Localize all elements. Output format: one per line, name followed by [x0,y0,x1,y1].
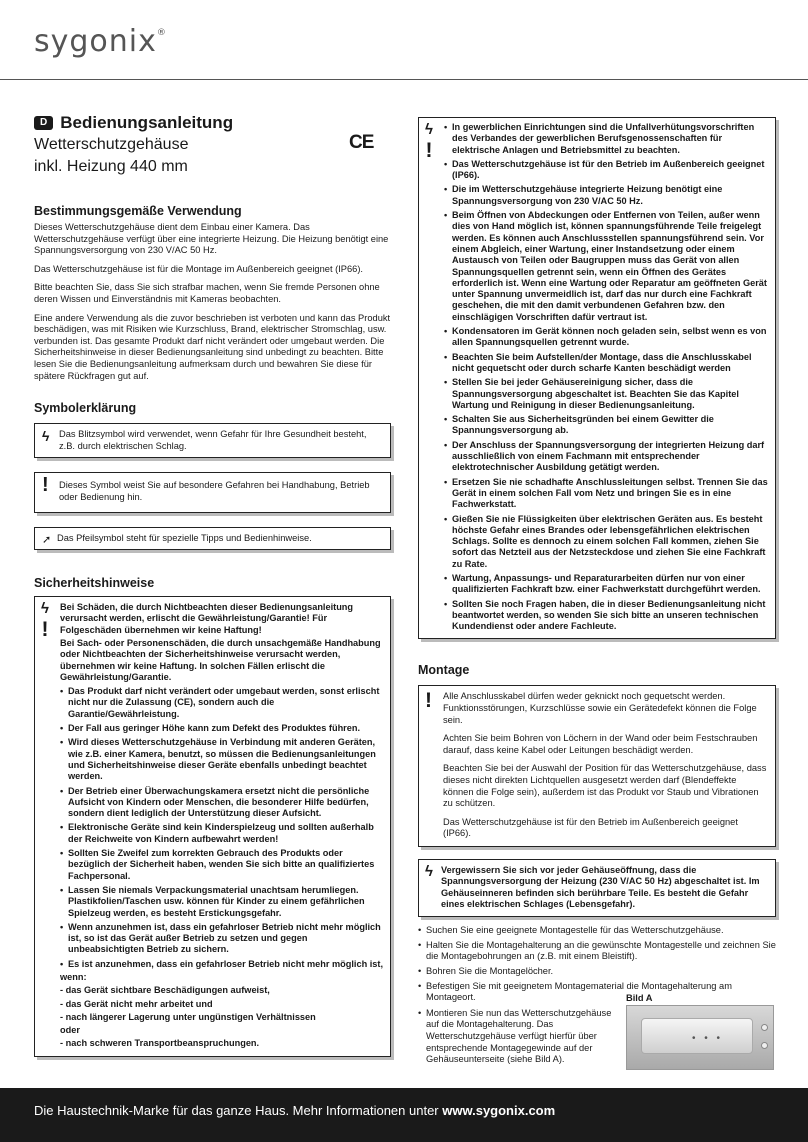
housing-figure-image: • • • [626,1005,774,1070]
safety-heading: Sicherheitshinweise [34,576,155,591]
list-item: • Wenn anzunehmen ist, dass ein gefahrloser Betrieb nicht mehr möglich ist, so ist das Gerät außer Betrieb zu setzen und gegen unbeabsichtigten Betrieb zu sichern. [60,922,383,956]
list-item: • Sollten Sie noch Fragen haben, die in dieser Bedienungsanleitung nicht beantwortet werden, so wenden Sie sich bitte an unseren technischen Kundendienst oder andere Fachleute. [444,599,768,633]
symbols-heading: Symbolerklärung [34,401,137,416]
list-item: • In gewerblichen Einrichtungen sind die Unfallverhütungsvorschriften des Verbandes der gewerblichen Berufsgenossenschaften für elektrische Anlagen und Betriebsmittel zu beachten. [444,122,768,156]
list-item: • Wird dieses Wetterschutzgehäuse in Verbindung mit anderen Geräten, wie z.B. einer Kamera, benutzt, so müssen die Bedienungsanleitungen und Sicherheitshinweise dieser Geräte ebenfalls unbedingt beachtet werden. [60,737,383,782]
lightning-bolt-icon: ϟ [425,863,433,880]
list-item: - nach längerer Lagerung unter ungünstigen Verhältnissen [60,1011,316,1022]
montage-warning-box [418,859,776,917]
lightning-bolt-icon: ϟ [41,600,49,618]
language-badge: D [34,116,53,130]
list-item: • Lassen Sie niemals Verpackungsmaterial unachtsam herumliegen. Plastikfolien/Taschen usw. können für Kinder zu einem gefährlichen Spielzeug werden, es besteht Erstickungsgefahr. [60,885,383,919]
list-item: • Schalten Sie aus Sicherheitsgründen bei einem Gewitter die Spannungsversorgung ab. [444,414,768,437]
list-item: • Suchen Sie eine geeignete Montagestelle für das Wetterschutzgehäuse. [418,925,776,937]
safety-warning-box [34,596,391,1057]
montage-warning-text: Vergewissern Sie sich vor jeder Gehäuseöffnung, dass die Spannungsversorgung der Heizung (230 V/AC 50 Hz) abgeschaltet ist. Im Gehäuseinneren befinden sich berührbare Teile. Es besteht die Gefahr eines elektrischen Schlages (Lebensgefahr). [441,865,760,909]
brand-logo: sygonix® [34,24,167,59]
ce-mark-icon: CE [349,132,374,153]
montage-note: Beachten Sie bei der Auswahl der Position für das Wetterschutzgehäuse, dass dieses nicht direkten Lichtquellen ausgesetzt werden darf (Blendeffekte können die Folge sein), außerdem ist das Produkt vor Staub und Vibrationen zu schützen. [443,763,767,809]
symbol-exclamation-box [34,472,391,512]
condition-list [60,972,383,1050]
footer-link[interactable]: www.sygonix.com [442,1103,556,1118]
figure-label: Bild A [626,993,653,1003]
lightning-bolt-icon: ϟ [425,121,433,138]
list-item: • Elektronische Geräte sind kein Kinderspielzeug und sollten außerhalb der Reichweite von Kindern aufbewahrt werden! [60,822,383,845]
safety-intro: Bei Schäden, die durch Nichtbeachten dieser Bedienungsanleitung verursacht werden, erlischt die Gewährleistung/Garantie! Für Folgeschäden übernehmen wir keine Haftung! [60,602,354,635]
list-item: • Bohren Sie die Montagelöcher. [418,966,776,978]
footer-text: Die Haustechnik-Marke für das ganze Haus. Mehr Informationen unter [34,1103,443,1118]
symbol-exclamation-text: Dieses Symbol weist Sie auf besondere Gefahren bei Handhabung, Betrieb oder Bedienung hin. [59,480,370,502]
list-item: • Wartung, Anpassungs- und Reparaturarbeiten dürfen nur von einer qualifizierten Fachkraft bzw. einer Fachwerkstatt durchgeführt werden. [444,573,768,596]
list-item: - das Gerät nicht mehr arbeitet und [60,998,213,1009]
montage-note: Das Wetterschutzgehäuse ist für den Betrieb im Außenbereich geeignet (IP66). [443,816,738,839]
safety-continued-box [418,117,776,639]
list-item: • Gießen Sie nie Flüssigkeiten über elektrischen Geräten aus. Es besteht höchste Gefahr eines Brandes oder lebensgefährlichen elektrischen Schlags. Sollte es dennoch zu einem solchen Fall kommen, ziehen Sie sofort das Netzteil aus der Netzsteckdose und ziehen Sie eine Fachkraft zu Rate. [444,514,768,570]
list-item: - das Gerät sichtbare Beschädigungen aufweist, [60,985,270,996]
symbol-arrow-text: Das Pfeilsymbol steht für spezielle Tipps und Bedienhinweise. [57,532,312,543]
list-item: • Beachten Sie beim Aufstellen/der Montage, dass die Anschlusskabel nicht gequetscht oder durch scharfe Kanten beschädigt werden [444,352,768,375]
safety-bullet-list [60,686,383,970]
intended-use-para: Eine andere Verwendung als die zuvor beschrieben ist verboten und kann das Produkt beschädigen, was mit Risiken wie Kurzschluss, Brand, elektrischer Stromschlag, usw. verbunden ist. Das gesamte Produkt darf nicht verändert oder umgebaut werden. Die Sicherheitshinweise in dieser Bedienungsanleitung sind unbedingt zu beachten. Bitte lesen Sie die Bedienungsanleitung aufmerksam durch und bewahren Sie diese für spätere Rückfragen gut auf. [34,312,391,381]
exclamation-icon: ! [425,689,432,713]
exclamation-icon: ! [425,139,433,162]
safety-continued-list [444,122,768,632]
list-item: • Ersetzen Sie nie schadhafte Anschlussleitungen selbst. Trennen Sie das Gerät in einem solchen Fall vom Netz und bringen Sie es in eine Fachwerkstatt. [444,477,768,511]
lightning-bolt-icon: ϟ [42,428,50,445]
arrow-icon: ➚ [42,533,52,546]
product-name: Wetterschutzgehäuse [34,136,189,153]
list-item: • Beim Öffnen von Abdeckungen oder Entfernen von Teilen, außer wenn dies von Hand möglich ist, können spannungsführende Teile freigelegt werden. Es können auch Anschlussstellen spannungsführend sein. Vor einem Abgleich, einer Wartung, einer Instandsetzung oder einem Austausch von Teilen oder Baugruppen muss das Gerät von allen Spannungsquellen getrennt sein, wenn ein Öffnen des Gerätes erforderlich ist. Wenn eine Wartung oder Reparatur am geöffneten Gerät unter Spannung unvermeidlich ist, darf das nur durch eine Fachkraft geschehen, die mit den damit verbundenen Gefahren bzw. den einschlägigen Vorschriften dafür vertraut ist. [444,210,768,323]
header-divider [0,79,808,80]
product-variant: inkl. Heizung 440 mm [34,158,188,175]
symbol-arrow-box [34,527,391,551]
list-item: • Der Anschluss der Spannungsversorgung der integrierten Heizung darf ausschließlich von einem Fachmann mit entsprechender elektrotechnischer Ausbildung getätigt werden. [444,440,768,474]
list-item: oder [60,1025,80,1036]
list-item: • Es ist anzunehmen, dass ein gefahrloser Betrieb nicht mehr möglich ist, [60,959,383,970]
symbol-bolt-box [34,423,391,458]
exclamation-icon: ! [41,618,49,642]
list-item: • Halten Sie die Montagehalterung an die gewünschte Montagestelle und zeichnen Sie die Montagebohrungen an (z.B. mit einem Bleistift). [418,940,776,963]
intended-use-para: Dieses Wetterschutzgehäuse dient dem Einbau einer Kamera. Das Wetterschutzgehäuse verfügt über eine integrierte Heizung. Die Heizung benötigt eine Spannungsversorgung von 230 V/AC 50 Hz. [34,222,389,256]
list-item: • Der Fall aus geringer Höhe kann zum Defekt des Produktes führen. [60,723,383,734]
left-column [34,113,391,1057]
right-column [418,117,776,1069]
intended-use-para: Bitte beachten Sie, dass Sie sich strafbar machen, wenn Sie fremde Personen ohne deren Wissen und Einverständnis mit Kameras beobachten. [34,282,380,304]
montage-info-box [418,685,776,847]
symbol-bolt-text: Das Blitzsymbol wird verwendet, wenn Gefahr für Ihre Gesundheit besteht, z.B. durch elektrischen Schlag. [59,429,367,451]
list-item: • Kondensatoren im Gerät können noch geladen sein, selbst wenn es von allen Spannungsquellen getrennt wurde. [444,326,768,349]
doc-title-row [34,113,391,133]
list-item: • Das Wetterschutzgehäuse ist für den Betrieb im Außenbereich geeignet (IP66). [444,159,768,182]
list-item: wenn: [60,972,87,982]
intended-use-para: Das Wetterschutzgehäuse ist für die Montage im Außenbereich geeignet (IP66). [34,263,364,274]
list-item: • Stellen Sie bei jeder Gehäusereinigung sicher, dass die Spannungsversorgung abgeschaltet ist. Beachten Sie das Kapitel Wartung und Reinigung in dieser Bedienungsanleitung. [444,377,768,411]
list-item: • Befestigen Sie mit geeignetem Montagematerial die Montagehalterung am Montageort. [418,981,758,1004]
safety-intro: Bei Sach- oder Personenschäden, die durch unsachgemäße Handhabung oder Nichtbeachten der Sicherheitshinweise verursacht werden, übernehmen wir keine Haftung. In solchen Fällen erlischt die Gewährleistung/Garantie. [60,637,381,682]
list-item: • Montieren Sie nun das Wetterschutzgehäuse auf die Montagehalterung. Das Wetterschutzgehäuse verfügt hierfür über entsprechende Montagegewinde auf der Gehäuseunterseite (siehe Bild A). [418,1008,618,1066]
montage-heading: Montage [418,663,470,678]
footer-bar [0,1088,808,1142]
montage-note: Alle Anschlusskabel dürfen weder geknickt noch gequetscht werden. Funktionsstörungen, Kurzschlüsse sowie ein Gerätedefekt können die Folge sein. [443,691,757,725]
montage-note: Achten Sie beim Bohren von Löchern in der Wand oder beim Festschrauben darauf, dass keine Kabel oder Leitungen beschädigt werden. [443,733,758,755]
intended-use-heading: Bestimmungsgemäße Verwendung [34,204,242,218]
exclamation-icon: ! [42,474,49,497]
list-item: - nach schweren Transportbeanspruchungen. [60,1038,260,1049]
list-item: • Sollten Sie Zweifel zum korrekten Gebrauch des Produkts oder bezüglich der Sicherheit haben, wenden Sie sich bitte an qualifiziertes Fachpersonal. [60,848,383,882]
list-item: • Das Produkt darf nicht verändert oder umgebaut werden, sonst erlischt nicht nur die Zulassung (CE), sondern auch die Garantie/Gewährleistung. [60,686,383,720]
doc-title: Bedienungsanleitung [60,113,234,132]
list-item: • Der Betrieb einer Überwachungskamera ersetzt nicht die persönliche Aufsicht von Kindern oder Menschen, die besonderer Hilfe bedürfen, sondern dient lediglich der Unterstützung dieser Aufsicht. [60,786,383,820]
list-item: • Die im Wetterschutzgehäuse integrierte Heizung benötigt eine Spannungsversorgung von 230 V/AC 50 Hz. [444,184,768,207]
